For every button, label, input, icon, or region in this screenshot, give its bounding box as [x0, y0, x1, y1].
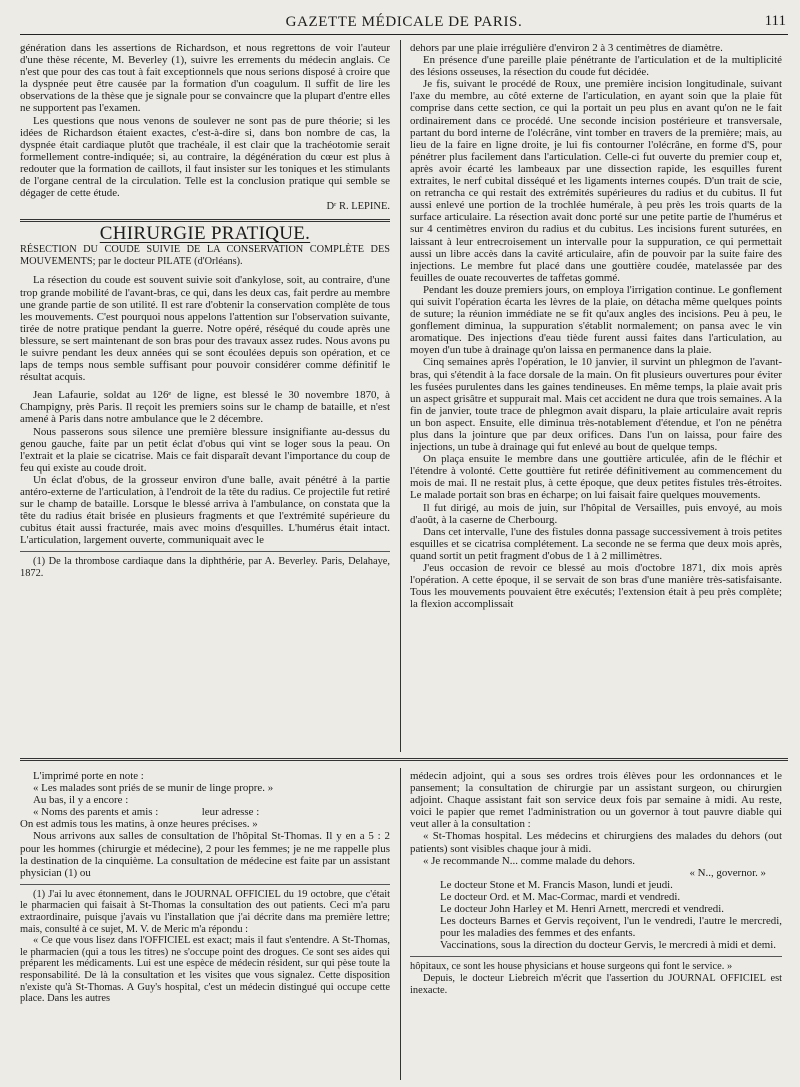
footnote: Depuis, le docteur Liebreich m'écrit que l'assertion du JOURNAL OFFICIEL est inexacte. — [410, 973, 782, 996]
paragraph: « St-Thomas hospital. Les médecins et chirurgiens des malades du dehors (out patients) sont visibles chaque jour à midi. — [410, 830, 782, 855]
text-line: L'imprimé porte en note : — [33, 770, 144, 782]
column-rule — [400, 40, 401, 752]
footnote-rule — [20, 551, 390, 552]
paragraph: Dans cet intervalle, l'une des fistules donna passage successivement à trois petites esquilles et se cicatrisa complétement. La seconde ne se ferma que deux mois après, quand sortit un petit fragment d'obus de 1 à 2 millimètres. — [410, 525, 782, 562]
paragraph: Jean Lafaurie, soldat au 126ᵉ de ligne, est blessé le 30 novembre 1870, à Champigny, près Paris. Il reçoit les premiers soins sur le champ de bataille, et n'est amené à Paris dans notre ambulance que le 2 décembre. — [20, 389, 390, 426]
schedule-line: Le docteur Stone et M. Francis Mason, lundi et jeudi. — [440, 878, 673, 891]
column-rule — [400, 768, 401, 1080]
paragraph: On plaça ensuite le membre dans une gouttière articulée, afin de le fléchir et l'étendre à volonté. Cette gouttière fut retirée définitivement au commencement du mois de mai. Il ne restait plus, à cette époque, que deux petites fistules très-étroites. Le malade portait son bras en écharpe; on lui faisait faire quelques mouvements. — [410, 453, 782, 502]
text-line: « Noms des parents et amis : leur adresse : — [33, 806, 260, 819]
paragraph: En présence d'une pareille plaie pénétrante de l'articulation et de la multiplicité des lésions osseuses, la résection du coude fut décidée. — [410, 54, 782, 79]
paragraph: génération dans les assertions de Richardson, et nous regrettons de voir l'auteur d'une thèse récente, M. Beverley (1), suivre les errements du médecin anglais. Ce n'est que pour des cas tout à fait exceptionnels que nous serions disposé à croire que la dyspnée peut être causée par la formation d'un coagulum. Il suffit de lire les observations de la thèse que je signale pour se convaincre que la plupart d'entre elles ne supportent pas l'examen. — [20, 42, 390, 115]
paragraph: médecin adjoint, qui a sous ses ordres trois élèves pour les ordonnances et le pansement; la consultation de chirurgie par un assistant surgeon, ou chirurgien adjoint. Chaque assistant fait son service deux fois par semaine à midi. Au reste, voici le papier que remet l'administration ou un governor à tout pauvre diable qui veut aller à la consultation : — [410, 770, 782, 831]
paragraph: dehors par une plaie irrégulière d'environ 2 à 3 centimètres de diamètre. — [410, 42, 723, 54]
schedule-line: Le docteur Ord. et M. Mac-Cormac, mardi et vendredi. — [440, 890, 681, 903]
footnote: (1) J'ai lu avec étonnement, dans le JOURNAL OFFICIEL du 19 octobre, que c'était le pharmacien qui faisait à St-Thomas la consultation des out patients. Ceci m'a paru extraordinaire, puisque j'avais vu l'installation que j'ai décrite dans ma première lettre; mais, consulté à ce sujet, M. V. de Meric m'a répondu : — [20, 888, 390, 935]
footnote: (1) De la thrombose cardiaque dans la diphthérie, par A. Beverley. Paris, Delahaye, 1872. — [20, 556, 390, 580]
paragraph: Cinq semaines après l'opération, le 10 janvier, il survint un phlegmon de l'avant-bras, qui s'étendit à la face dorsale de la main. On fit plusieurs ouvertures pour éviter les fusées purulentes dans les gaines tendineuses. En même temps, la plaie avait pris un aspect grisâtre et suppurait mal. Mais cet accident ne dura que trois semaines. A la fin de janvier, toute trace de phlegmon avait disparu, la plaie articulaire avait repris un bon aspect. Ensuite, elle diminua très-notablement d'étendue, et l'on ne pénétra plus dans la jointure que par deux orifices. Dans l'un on laissa, pour faire des injections, un tube à drainage qui fut enlevé au bout de quelque temps. — [410, 356, 782, 454]
paragraph: J'eus occasion de revoir ce blessé au mois d'octobre 1871, dix mois après l'opération. A cette époque, il se servait de son bras d'une manière très-satisfaisante. Tous les mouvements pouvaient être exécutés; l'extension était à peu près complète; la flexion accomplissait — [410, 562, 782, 611]
journal-title: GAZETTE MÉDICALE DE PARIS. — [285, 14, 523, 30]
footnote: « Ce que vous lisez dans l'OFFICIEL est exact; mais il faut s'entendre. A St-Thomas, le pharmacien (qui a tous les titres) ne s'occupe point des drogues. Ce sont ses aides qui préparent les médicaments. Lui est une espèce de médecin résident, sur qui pèse toute la responsabilité. De là la consultation et les visites que vous signalez. Cette disposition n'existe qu'à St-Thomas. A Guy's hospital, c'est un médecin distingué qui occupe cette place. Dans les autres — [20, 935, 390, 1005]
top-left-column — [20, 42, 390, 580]
page-number: 111 — [764, 13, 786, 29]
paragraph: Nous passerons sous silence une première blessure insignifiante au-dessus du genou gauche, faite par un petit éclat d'obus qui vint se loger sous la peau. On l'extrait et la plaie se cicatrise. Mais ce fait disparaît devant l'importance du coup de feu qui existe au coude droit. — [20, 425, 390, 474]
section-divider — [20, 219, 390, 222]
bottom-left-column — [20, 770, 390, 1005]
paragraph: Un éclat d'obus, de la grosseur environ d'une balle, avait pénétré à la partie antéro-externe de l'articulation, à l'endroit de la tête du radius. Ce projectile fut retiré sur le champ de bataille. Lorsque le blessé arriva à l'ambulance, on constata que la tête du radius était brisée en plusieurs fragments et que l'extrémité supérieure du cubitus était aussi fracturée, mais avec moins d'esquilles. L'humérus était intact. L'articulation, largement ouverte, communiquait avec le — [20, 473, 390, 547]
paragraph: Il fut dirigé, au mois de juin, sur l'hôpital de Versailles, puis envoyé, au mois d'août, à la caserne de Cherbourg. — [410, 501, 782, 526]
running-head — [20, 12, 788, 35]
paragraph: La résection du coude est souvent suivie soit d'ankylose, soit, au contraire, d'une trop grande mobilité de l'avant-bras, ce qui, dans les deux cas, fait perdre au membre une grande partie de son utilité. Il est rare d'obtenir la conservation complète de tous les mouvements. C'est pourquoi nous appelons l'attention sur l'observation suivante, tirée de notre pratique pendant la guerre. Notre opéré, réséqué du coude après une blessure, se sert maintenant de son bras pour des travaux assez rudes. Nous avons pu le suivre pendant les deux années qui se sont écoulées depuis son opération, et ce laps de temps nous semble suffisant pour pouvoir considérer comme définitif le résultat acquis. — [20, 274, 390, 384]
footnote-rule — [20, 884, 390, 885]
footnote-rule — [410, 956, 782, 957]
text-line: Au bas, il y a encore : — [33, 794, 129, 807]
paragraph: Nous arrivons aux salles de consultation de l'hôpital St-Thomas. Il y en a 5 : 2 pour les hommes (chirurgie et médecine), 2 pour les femmes; je ne me rappelle plus la destination de la cinquième. La consultation de médecine est faite par un assistant physician (1) ou — [20, 830, 390, 879]
article-heading: RÉSECTION DU COUDE SUIVIE DE LA CONSERVATION COMPLÈTE DES MOUVEMENTS; par le docteur PILATE (d'Orléans). — [20, 244, 390, 268]
text-line: On est admis tous les matins, à onze heures précises. » — [20, 818, 258, 831]
section-title: CHIRURGIE PRATIQUE. — [99, 223, 311, 245]
signature: Dʳ R. LEPINE. — [326, 201, 390, 213]
text-line: « Les malades sont priés de se munir de linge propre. » — [33, 782, 274, 795]
paragraph: Les questions que nous venons de soulever ne sont pas de pure théorie; si les idées de Richardson étaient exactes, c'est-à-dire si, dans bon nombre de cas, la dyspnée était cardiaque plutôt que trachéale, il est clair que la trachéotomie serait formellement contre-indiquée; si, au contraire, la dégénération du cœur est plus à redouter que la formation de caillots, il faut insister sur les toniques et les stimulants de l'organe central de la circulation. Telle est la conclusion pratique qui semble se dégager de cette étude. — [20, 114, 390, 200]
schedule-line: Vaccinations, sous la direction du docteur Gervis, le mercredi à midi et demi. — [440, 939, 776, 952]
text-line: « Je recommande N... comme malade du dehors. — [423, 854, 635, 867]
top-right-column — [410, 42, 782, 610]
paragraph: Pendant les douze premiers jours, on employa l'irrigation continue. Le gonflement qui suivit l'opération écarta les lèvres de la plaie, on détacha même quelques points de suture; la réunion immédiate ne se fit qu'aux angles des incisions. Peu à peu, le gonflement diminua, la suppuration s'établit normalement; on pansa avec le vin aromatique. Des injections d'eau tiède furent aussi faites dans l'articulation, au moyen d'un tube à drainage qu'on laissa en permanence dans la plaie. — [410, 283, 782, 357]
section-separator — [20, 758, 788, 761]
footnote: hôpitaux, ce sont les house physicians et house surgeons qui font le service. » — [410, 961, 733, 973]
schedule-line: Le docteur John Harley et M. Henri Arnett, mercredi et vendredi. — [440, 903, 724, 916]
bottom-right-column — [410, 770, 782, 996]
governor-line: « N.., governor. » — [689, 866, 766, 879]
schedule-line: Les docteurs Barnes et Gervis reçoivent, l'un le vendredi, l'autre le mercredi, pour les maladies des femmes et des enfants. — [440, 915, 782, 940]
paragraph: Je fis, suivant le procédé de Roux, une première incision longitudinale, suivant l'axe du membre, au côté externe de l'articulation, en ayant soin que la plaie fût comprise dans cette section, ce qui la portait un peu plus en avant qu'on ne le fait ordinairement dans ce procédé. Une seconde incision postérieure et transversale, partant du bord interne de l'olécrâne, vint tomber en travers de la première; mais, au lieu de la faire en ligne droite, je lui fis contourner l'olécrâne, en forme d'S, pour pénétrer plus facilement dans l'articulation. Celle-ci fut ouverte du premier coup et, après avoir écarté les lambeaux par une dissection rapide, les esquilles furent extraites, le nerf cubital disséqué et les ligaments internes coupés. D'un trait de scie, on retrancha ce qui restait des extrémités supérieures du radius et du cubitus. Il fut aussi enlevé une portion de la trochlée humérale, à peu près les trois quarts de la surface articulaire. La résection avait donc porté sur une petite partie de l'humérus et sur 4 centimètres environ du radius et du cubitus. Les incisions furent suturées, en laissant à leur entrecroisement un intervalle pour la suppuration, ce qui permettait aussi un libre accès dans la cavité articulaire, afin de pouvoir par la suite faire des injections. Le membre fut placé dans une gouttière coudée, matelassée par des feuilles de ouate recouvertes de taffetas gommé. — [410, 78, 782, 284]
